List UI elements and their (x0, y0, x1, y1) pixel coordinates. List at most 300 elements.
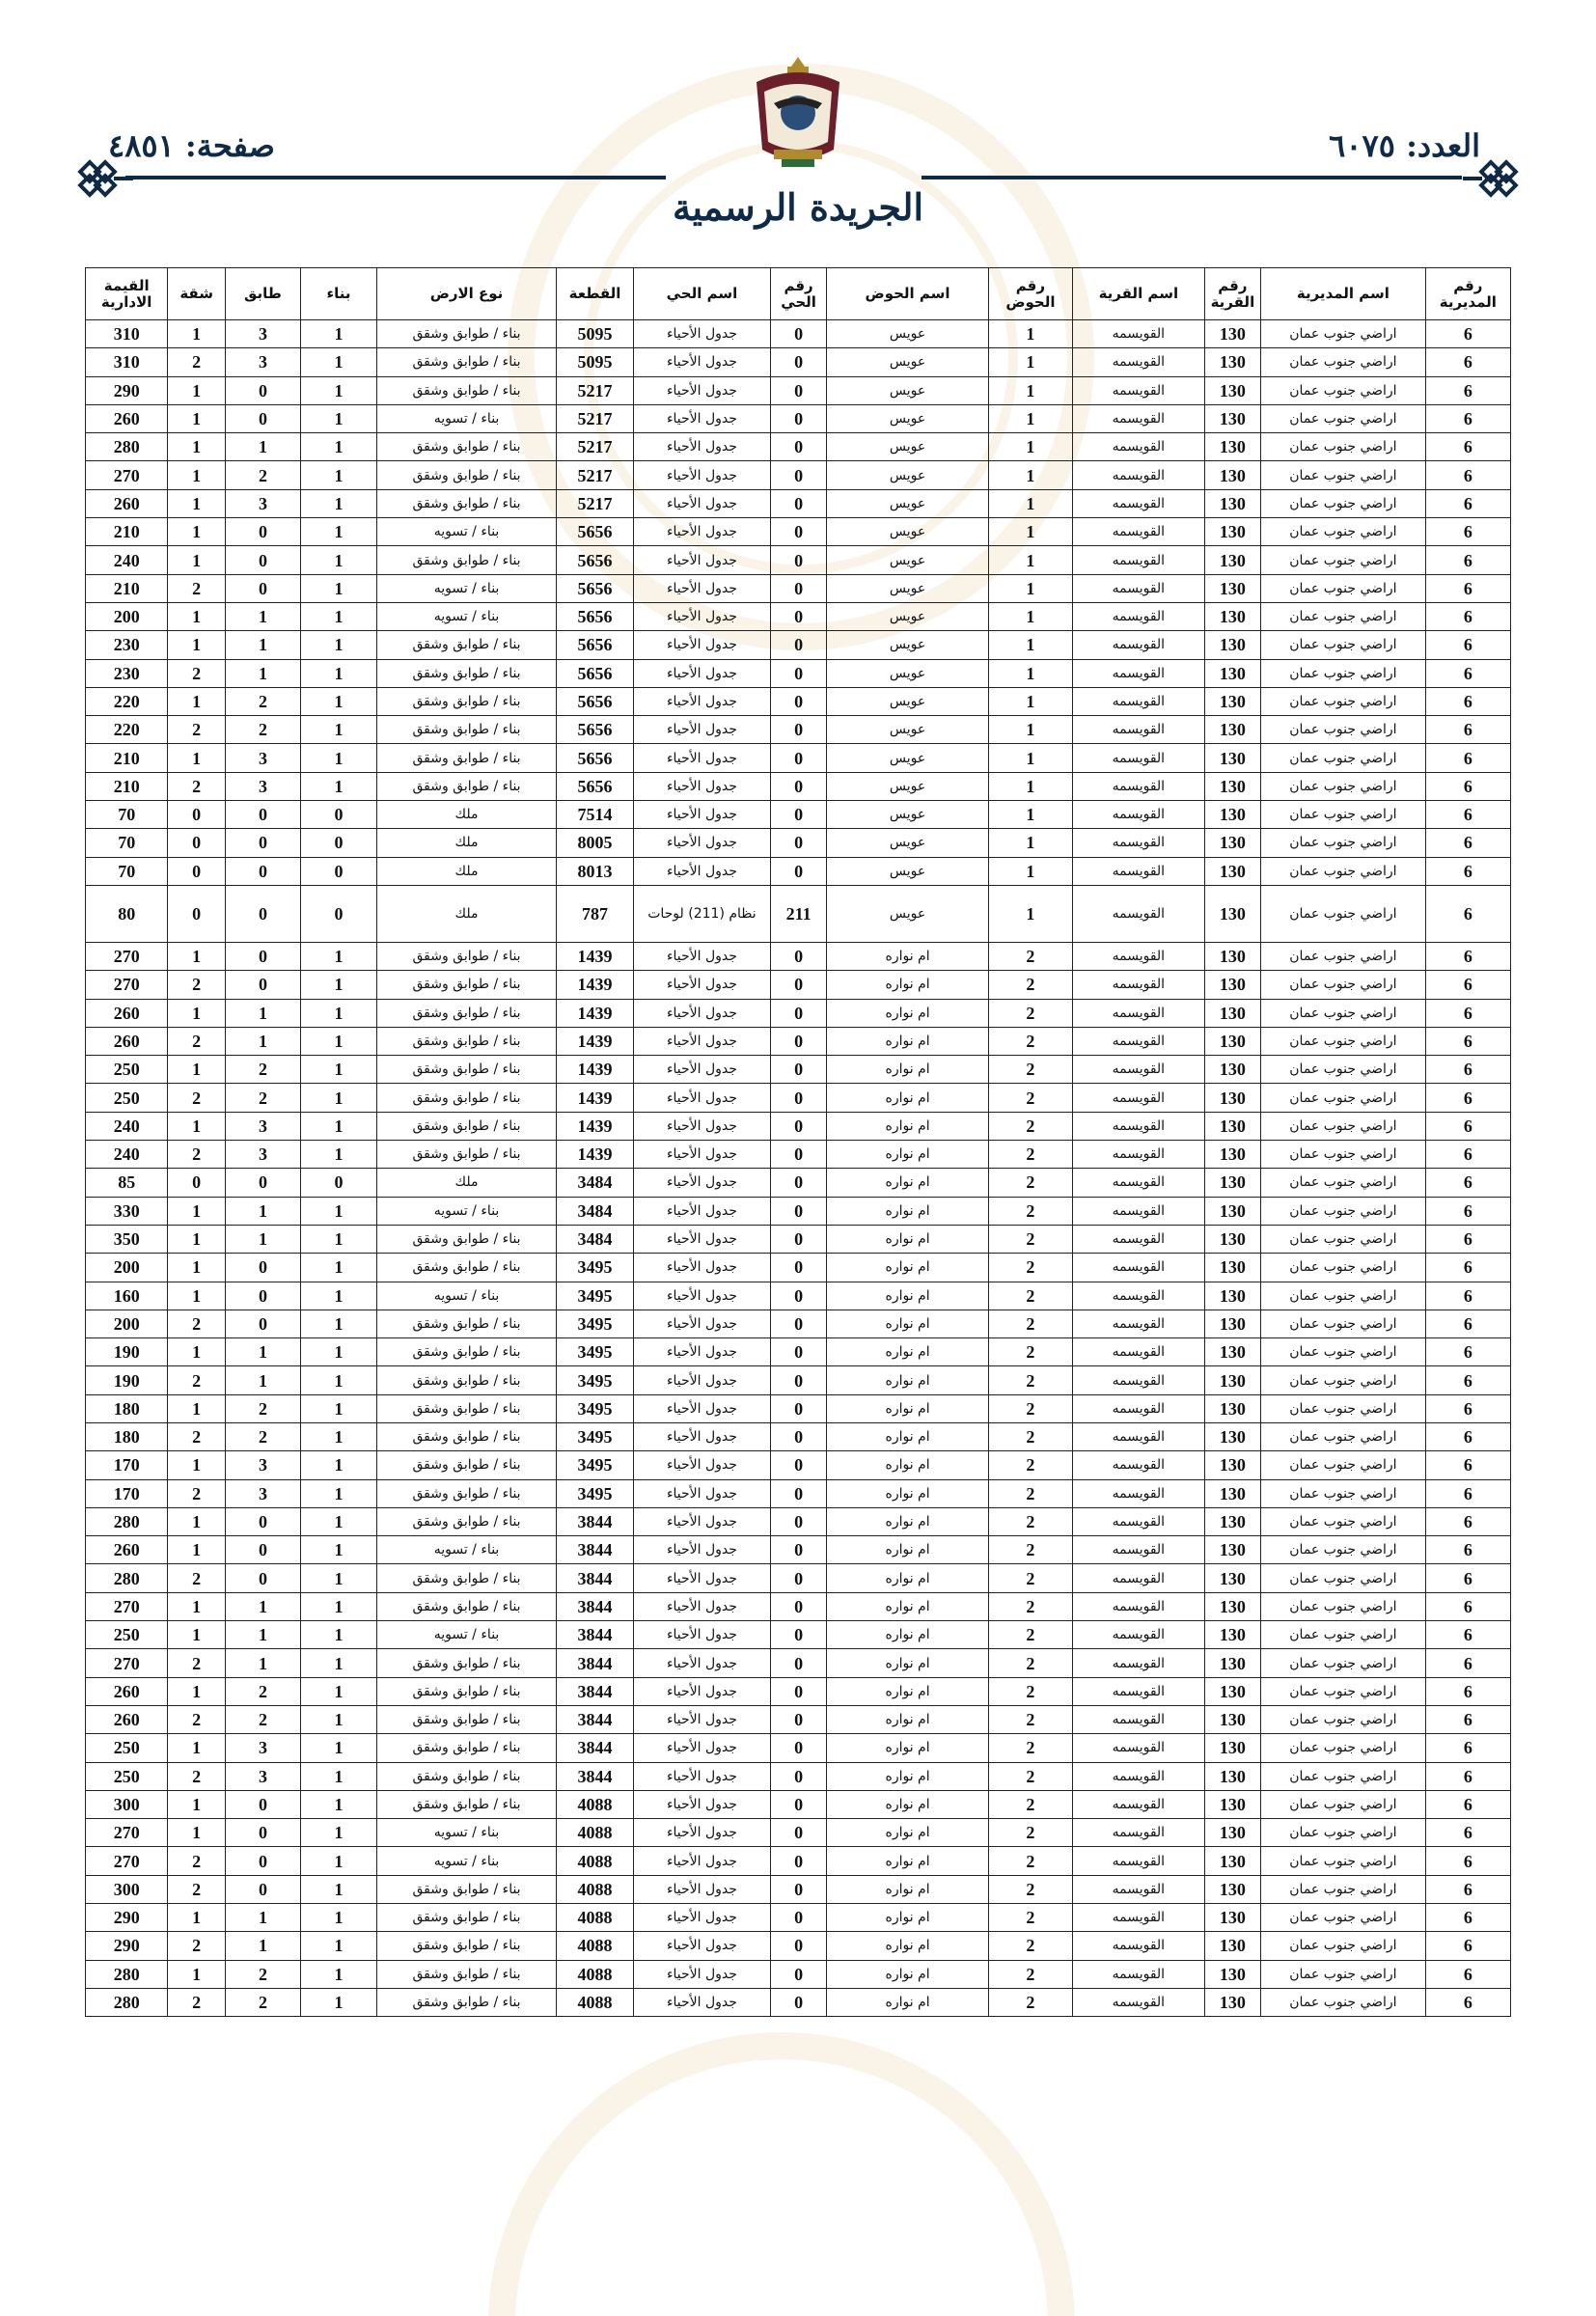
cell-floor: 0 (225, 885, 300, 942)
cell-basin-name: ام نواره (827, 1141, 988, 1169)
cell-village-number: 130 (1204, 489, 1261, 517)
table-row (86, 1564, 1511, 1592)
cell-village-number: 130 (1204, 659, 1261, 687)
cell-admin-value: 300 (86, 1790, 168, 1818)
cell-village-name: القويسمه (1073, 829, 1205, 857)
cell-plot: 3495 (556, 1310, 633, 1337)
column-header-plot: القطعة (556, 268, 633, 320)
cell-district-number: 6 (1425, 1875, 1510, 1903)
cell-admin-value: 170 (86, 1479, 168, 1507)
table-row (86, 1677, 1511, 1705)
cell-basin-name: ام نواره (827, 1197, 988, 1225)
cell-building: 0 (300, 1169, 376, 1197)
cell-neighborhood-number: 0 (770, 1705, 827, 1733)
cell-basin-name: ام نواره (827, 1366, 988, 1394)
cell-land-type: بناء / طوابق وشقق (377, 1422, 557, 1450)
cell-basin-name: ام نواره (827, 1988, 988, 2016)
cell-floor: 1 (225, 659, 300, 687)
cell-district-number: 6 (1425, 1338, 1510, 1366)
cell-building: 1 (300, 1422, 376, 1450)
cell-admin-value: 260 (86, 489, 168, 517)
cell-village-name: القويسمه (1073, 999, 1205, 1027)
cell-village-name: القويسمه (1073, 1169, 1205, 1197)
cell-basin-name: عويس (827, 602, 988, 630)
cell-basin-number: 2 (988, 1310, 1072, 1337)
cell-neighborhood-number: 0 (770, 971, 827, 999)
cell-building: 1 (300, 1790, 376, 1818)
cell-floor: 2 (225, 1988, 300, 2016)
cell-apartment: 1 (168, 489, 226, 517)
cell-district-name: اراضي جنوب عمان (1261, 1988, 1426, 2016)
table-row (86, 999, 1511, 1027)
cell-village-name: القويسمه (1073, 631, 1205, 659)
cell-apartment: 1 (168, 1960, 226, 1988)
cell-basin-name: ام نواره (827, 1451, 988, 1479)
cell-basin-name: ام نواره (827, 1904, 988, 1932)
cell-district-number: 6 (1425, 1536, 1510, 1564)
cell-building: 1 (300, 1310, 376, 1337)
cell-village-number: 130 (1204, 1338, 1261, 1366)
cell-building: 1 (300, 489, 376, 517)
cell-village-name: القويسمه (1073, 1254, 1205, 1282)
cell-neighborhood-name: جدول الأحياء (634, 1705, 771, 1733)
cell-basin-number: 2 (988, 1027, 1072, 1055)
valuation-table (85, 267, 1511, 2017)
cell-land-type: بناء / تسويه (377, 602, 557, 630)
cell-village-name: القويسمه (1073, 1225, 1205, 1253)
cell-building: 1 (300, 1705, 376, 1733)
cell-plot: 3495 (556, 1282, 633, 1310)
cell-district-name: اراضي جنوب عمان (1261, 1564, 1426, 1592)
cell-basin-number: 2 (988, 1536, 1072, 1564)
cell-neighborhood-name: جدول الأحياء (634, 1819, 771, 1847)
cell-district-number: 6 (1425, 1254, 1510, 1282)
cell-admin-value: 70 (86, 801, 168, 829)
cell-village-number: 130 (1204, 1225, 1261, 1253)
cell-plot: 5656 (556, 574, 633, 602)
table-row (86, 971, 1511, 999)
column-header-apartment: شقة (168, 268, 226, 320)
cell-village-name: القويسمه (1073, 1282, 1205, 1310)
cell-plot: 5217 (556, 489, 633, 517)
cell-land-type: بناء / طوابق وشقق (377, 1592, 557, 1620)
cell-district-name: اراضي جنوب عمان (1261, 631, 1426, 659)
cell-plot: 3844 (556, 1507, 633, 1535)
cell-district-number: 6 (1425, 1141, 1510, 1169)
cell-plot: 1439 (556, 1056, 633, 1084)
table-row (86, 1394, 1511, 1422)
cell-village-name: القويسمه (1073, 1734, 1205, 1762)
column-header-admin-value: القيمة الادارية (86, 268, 168, 320)
cell-village-number: 130 (1204, 1536, 1261, 1564)
cell-district-number: 6 (1425, 1394, 1510, 1422)
cell-land-type: بناء / طوابق وشقق (377, 716, 557, 744)
cell-basin-number: 2 (988, 1451, 1072, 1479)
cell-building: 1 (300, 1254, 376, 1282)
cell-building: 1 (300, 518, 376, 546)
cell-building: 1 (300, 772, 376, 800)
cell-plot: 5217 (556, 433, 633, 461)
cell-district-number: 6 (1425, 1819, 1510, 1847)
cell-district-name: اراضي جنوب عمان (1261, 1225, 1426, 1253)
cell-village-name: القويسمه (1073, 659, 1205, 687)
table-row (86, 631, 1511, 659)
cell-plot: 5656 (556, 659, 633, 687)
cell-admin-value: 250 (86, 1056, 168, 1084)
cell-admin-value: 350 (86, 1225, 168, 1253)
column-header-village-number: رقم القرية (1204, 268, 1261, 320)
cell-land-type: بناء / طوابق وشقق (377, 1875, 557, 1903)
cell-neighborhood-number: 0 (770, 348, 827, 376)
cell-building: 1 (300, 1734, 376, 1762)
cell-village-name: القويسمه (1073, 1988, 1205, 2016)
cell-basin-number: 2 (988, 1762, 1072, 1790)
page-number: صفحة: ٤٨٥١ (108, 127, 275, 164)
cell-basin-number: 2 (988, 1847, 1072, 1875)
cell-floor: 1 (225, 1225, 300, 1253)
cell-plot: 1439 (556, 1141, 633, 1169)
cell-village-name: القويسمه (1073, 687, 1205, 715)
cell-neighborhood-name: جدول الأحياء (634, 744, 771, 772)
cell-village-name: القويسمه (1073, 433, 1205, 461)
cell-floor: 0 (225, 801, 300, 829)
issue-number: العدد: ٦٠٧٥ (1329, 127, 1480, 164)
cell-district-number: 6 (1425, 999, 1510, 1027)
cell-basin-number: 2 (988, 942, 1072, 970)
cell-plot: 3495 (556, 1254, 633, 1282)
cell-floor: 3 (225, 348, 300, 376)
cell-village-number: 130 (1204, 942, 1261, 970)
cell-district-number: 6 (1425, 801, 1510, 829)
cell-basin-name: عويس (827, 376, 988, 404)
cell-apartment: 2 (168, 1847, 226, 1875)
cell-village-name: القويسمه (1073, 1904, 1205, 1932)
cell-admin-value: 180 (86, 1422, 168, 1450)
cell-floor: 2 (225, 1084, 300, 1112)
cell-village-number: 130 (1204, 1169, 1261, 1197)
cell-floor: 3 (225, 1451, 300, 1479)
cell-neighborhood-number: 0 (770, 1932, 827, 1960)
cell-floor: 1 (225, 1649, 300, 1677)
cell-basin-number: 2 (988, 1677, 1072, 1705)
cell-village-number: 130 (1204, 1366, 1261, 1394)
cell-admin-value: 270 (86, 942, 168, 970)
cell-district-name: اراضي جنوب عمان (1261, 348, 1426, 376)
cell-village-name: القويسمه (1073, 1422, 1205, 1450)
cell-district-name: اراضي جنوب عمان (1261, 518, 1426, 546)
cell-neighborhood-number: 0 (770, 1904, 827, 1932)
cell-building: 1 (300, 461, 376, 489)
cell-building: 1 (300, 1451, 376, 1479)
cell-village-number: 130 (1204, 1056, 1261, 1084)
cell-village-name: القويسمه (1073, 1847, 1205, 1875)
cell-basin-number: 2 (988, 1225, 1072, 1253)
cell-basin-name: عويس (827, 772, 988, 800)
cell-neighborhood-number: 0 (770, 1677, 827, 1705)
cell-basin-name: عويس (827, 744, 988, 772)
cell-neighborhood-number: 0 (770, 687, 827, 715)
cell-village-number: 130 (1204, 1988, 1261, 2016)
cell-district-name: اراضي جنوب عمان (1261, 659, 1426, 687)
cell-basin-number: 2 (988, 1056, 1072, 1084)
cell-district-name: اراضي جنوب عمان (1261, 999, 1426, 1027)
cell-floor: 3 (225, 489, 300, 517)
cell-apartment: 1 (168, 744, 226, 772)
cell-village-name: القويسمه (1073, 348, 1205, 376)
cell-district-number: 6 (1425, 1734, 1510, 1762)
cell-land-type: بناء / طوابق وشقق (377, 1790, 557, 1818)
cell-basin-name: ام نواره (827, 1422, 988, 1450)
cell-neighborhood-name: جدول الأحياء (634, 461, 771, 489)
cell-village-name: القويسمه (1073, 1592, 1205, 1620)
cell-neighborhood-number: 211 (770, 885, 827, 942)
cell-building: 1 (300, 1819, 376, 1847)
cell-plot: 1439 (556, 999, 633, 1027)
cell-apartment: 2 (168, 1084, 226, 1112)
cell-apartment: 1 (168, 999, 226, 1027)
cell-district-name: اراضي جنوب عمان (1261, 461, 1426, 489)
cell-plot: 5656 (556, 687, 633, 715)
cell-admin-value: 270 (86, 1847, 168, 1875)
cell-neighborhood-name: جدول الأحياء (634, 801, 771, 829)
cell-admin-value: 270 (86, 461, 168, 489)
cell-plot: 5095 (556, 348, 633, 376)
cell-apartment: 1 (168, 1904, 226, 1932)
cell-admin-value: 270 (86, 1649, 168, 1677)
cell-district-name: اراضي جنوب عمان (1261, 1422, 1426, 1450)
cell-neighborhood-number: 0 (770, 1564, 827, 1592)
cell-basin-number: 2 (988, 1282, 1072, 1310)
cell-neighborhood-name: جدول الأحياء (634, 829, 771, 857)
cell-land-type: بناء / تسويه (377, 1197, 557, 1225)
cell-village-number: 130 (1204, 1960, 1261, 1988)
cell-basin-name: ام نواره (827, 1847, 988, 1875)
cell-basin-number: 2 (988, 1592, 1072, 1620)
cell-basin-number: 2 (988, 1507, 1072, 1535)
cell-neighborhood-number: 0 (770, 489, 827, 517)
cell-building: 1 (300, 1988, 376, 2016)
cell-apartment: 0 (168, 885, 226, 942)
cell-floor: 0 (225, 1282, 300, 1310)
cell-land-type: بناء / طوابق وشقق (377, 1564, 557, 1592)
cell-plot: 1439 (556, 1027, 633, 1055)
cell-floor: 0 (225, 1536, 300, 1564)
cell-village-name: القويسمه (1073, 1564, 1205, 1592)
cell-village-number: 130 (1204, 1790, 1261, 1818)
cell-building: 1 (300, 631, 376, 659)
cell-floor: 0 (225, 1847, 300, 1875)
cell-apartment: 0 (168, 801, 226, 829)
table-row (86, 942, 1511, 970)
cell-building: 1 (300, 602, 376, 630)
cell-land-type: بناء / طوابق وشقق (377, 971, 557, 999)
cell-neighborhood-number: 0 (770, 1366, 827, 1394)
cell-basin-name: عويس (827, 489, 988, 517)
cell-floor: 1 (225, 631, 300, 659)
cell-neighborhood-number: 0 (770, 546, 827, 574)
cell-district-name: اراضي جنوب عمان (1261, 1536, 1426, 1564)
cell-village-name: القويسمه (1073, 404, 1205, 432)
cell-apartment: 1 (168, 1592, 226, 1620)
cell-land-type: بناء / طوابق وشقق (377, 1338, 557, 1366)
cell-village-name: القويسمه (1073, 320, 1205, 348)
cell-district-number: 6 (1425, 1621, 1510, 1649)
cell-admin-value: 200 (86, 1310, 168, 1337)
table-row (86, 1422, 1511, 1450)
cell-neighborhood-name: جدول الأحياء (634, 942, 771, 970)
cell-district-number: 6 (1425, 857, 1510, 885)
cell-floor: 1 (225, 1621, 300, 1649)
cell-admin-value: 290 (86, 376, 168, 404)
column-header-basin-name: اسم الحوض (827, 268, 988, 320)
cell-district-name: اراضي جنوب عمان (1261, 772, 1426, 800)
cell-village-name: القويسمه (1073, 1310, 1205, 1337)
cell-admin-value: 280 (86, 1960, 168, 1988)
table-row (86, 1254, 1511, 1282)
cell-land-type: بناء / طوابق وشقق (377, 376, 557, 404)
cell-admin-value: 240 (86, 1141, 168, 1169)
cell-floor: 0 (225, 518, 300, 546)
cell-basin-number: 1 (988, 744, 1072, 772)
cell-neighborhood-number: 0 (770, 461, 827, 489)
cell-district-name: اراضي جنوب عمان (1261, 1084, 1426, 1112)
cell-district-name: اراضي جنوب عمان (1261, 404, 1426, 432)
cell-building: 1 (300, 1677, 376, 1705)
cell-district-number: 6 (1425, 971, 1510, 999)
cell-plot: 5656 (556, 716, 633, 744)
cell-district-name: اراضي جنوب عمان (1261, 1507, 1426, 1535)
cell-land-type: بناء / تسويه (377, 1847, 557, 1875)
cell-district-number: 6 (1425, 1056, 1510, 1084)
cell-neighborhood-name: جدول الأحياء (634, 1394, 771, 1422)
cell-apartment: 2 (168, 1564, 226, 1592)
cell-admin-value: 210 (86, 574, 168, 602)
cell-district-name: اراضي جنوب عمان (1261, 1592, 1426, 1620)
table-row (86, 1507, 1511, 1535)
cell-plot: 5656 (556, 772, 633, 800)
cell-land-type: بناء / طوابق وشقق (377, 1394, 557, 1422)
cell-village-number: 130 (1204, 1677, 1261, 1705)
cell-village-number: 130 (1204, 1254, 1261, 1282)
header-rule-left (125, 176, 666, 179)
cell-neighborhood-number: 0 (770, 1084, 827, 1112)
cell-apartment: 1 (168, 1056, 226, 1084)
cell-basin-name: ام نواره (827, 1507, 988, 1535)
cell-neighborhood-number: 0 (770, 631, 827, 659)
cell-basin-number: 1 (988, 320, 1072, 348)
cell-village-name: القويسمه (1073, 1932, 1205, 1960)
cell-village-number: 130 (1204, 1027, 1261, 1055)
cell-apartment: 2 (168, 716, 226, 744)
cell-apartment: 2 (168, 348, 226, 376)
column-header-neighborhood-name: اسم الحي (634, 268, 771, 320)
cell-neighborhood-name: جدول الأحياء (634, 1564, 771, 1592)
cell-neighborhood-number: 0 (770, 1338, 827, 1366)
cell-village-name: القويسمه (1073, 1112, 1205, 1140)
cell-apartment: 1 (168, 1112, 226, 1140)
cell-admin-value: 240 (86, 546, 168, 574)
cell-floor: 2 (225, 716, 300, 744)
table-row (86, 1338, 1511, 1366)
cell-basin-number: 1 (988, 829, 1072, 857)
cell-village-name: القويسمه (1073, 857, 1205, 885)
cell-plot: 5217 (556, 376, 633, 404)
cell-land-type: بناء / طوابق وشقق (377, 1056, 557, 1084)
cell-district-number: 6 (1425, 1366, 1510, 1394)
cell-district-name: اراضي جنوب عمان (1261, 574, 1426, 602)
cell-basin-number: 2 (988, 1621, 1072, 1649)
cell-admin-value: 250 (86, 1621, 168, 1649)
cell-building: 1 (300, 971, 376, 999)
table-body (86, 320, 1511, 2017)
cell-admin-value: 170 (86, 1451, 168, 1479)
cell-neighborhood-number: 0 (770, 574, 827, 602)
table-row (86, 461, 1511, 489)
table-row (86, 1366, 1511, 1394)
cell-neighborhood-number: 0 (770, 1762, 827, 1790)
cell-district-name: اراضي جنوب عمان (1261, 489, 1426, 517)
cell-plot: 5656 (556, 631, 633, 659)
cell-admin-value: 280 (86, 433, 168, 461)
cell-neighborhood-name: جدول الأحياء (634, 659, 771, 687)
cell-village-number: 130 (1204, 404, 1261, 432)
cell-floor: 2 (225, 1056, 300, 1084)
cell-village-name: القويسمه (1073, 1451, 1205, 1479)
cell-land-type: بناء / طوابق وشقق (377, 1960, 557, 1988)
cell-neighborhood-name: جدول الأحياء (634, 1677, 771, 1705)
cell-land-type: ملك (377, 801, 557, 829)
cell-basin-number: 1 (988, 716, 1072, 744)
cell-plot: 4088 (556, 1960, 633, 1988)
cell-admin-value: 270 (86, 1592, 168, 1620)
cell-village-number: 130 (1204, 885, 1261, 942)
cell-land-type: بناء / تسويه (377, 518, 557, 546)
cell-floor: 1 (225, 602, 300, 630)
cell-apartment: 1 (168, 1282, 226, 1310)
cell-village-name: القويسمه (1073, 1479, 1205, 1507)
cell-basin-number: 2 (988, 1705, 1072, 1733)
cell-floor: 3 (225, 744, 300, 772)
cell-basin-number: 2 (988, 1169, 1072, 1197)
cell-basin-name: عويس (827, 348, 988, 376)
table-row (86, 1762, 1511, 1790)
cell-neighborhood-number: 0 (770, 1649, 827, 1677)
cell-land-type: بناء / طوابق وشقق (377, 1932, 557, 1960)
cell-basin-number: 2 (988, 999, 1072, 1027)
cell-admin-value: 270 (86, 971, 168, 999)
cell-building: 1 (300, 942, 376, 970)
cell-basin-number: 1 (988, 602, 1072, 630)
cell-neighborhood-name: جدول الأحياء (634, 1847, 771, 1875)
cell-plot: 3495 (556, 1366, 633, 1394)
table-row (86, 1649, 1511, 1677)
cell-land-type: بناء / طوابق وشقق (377, 1988, 557, 2016)
header-rule-right (922, 176, 1462, 179)
cell-district-number: 6 (1425, 772, 1510, 800)
cell-village-name: القويسمه (1073, 885, 1205, 942)
table-row (86, 1960, 1511, 1988)
cell-district-name: اراضي جنوب عمان (1261, 1338, 1426, 1366)
cell-basin-name: ام نواره (827, 1254, 988, 1282)
table-row (86, 546, 1511, 574)
cell-land-type: بناء / طوابق وشقق (377, 1479, 557, 1507)
cell-basin-number: 1 (988, 376, 1072, 404)
table-row (86, 1225, 1511, 1253)
cell-district-name: اراضي جنوب عمان (1261, 1112, 1426, 1140)
cell-apartment: 1 (168, 1677, 226, 1705)
cell-neighborhood-name: جدول الأحياء (634, 489, 771, 517)
cell-admin-value: 85 (86, 1169, 168, 1197)
